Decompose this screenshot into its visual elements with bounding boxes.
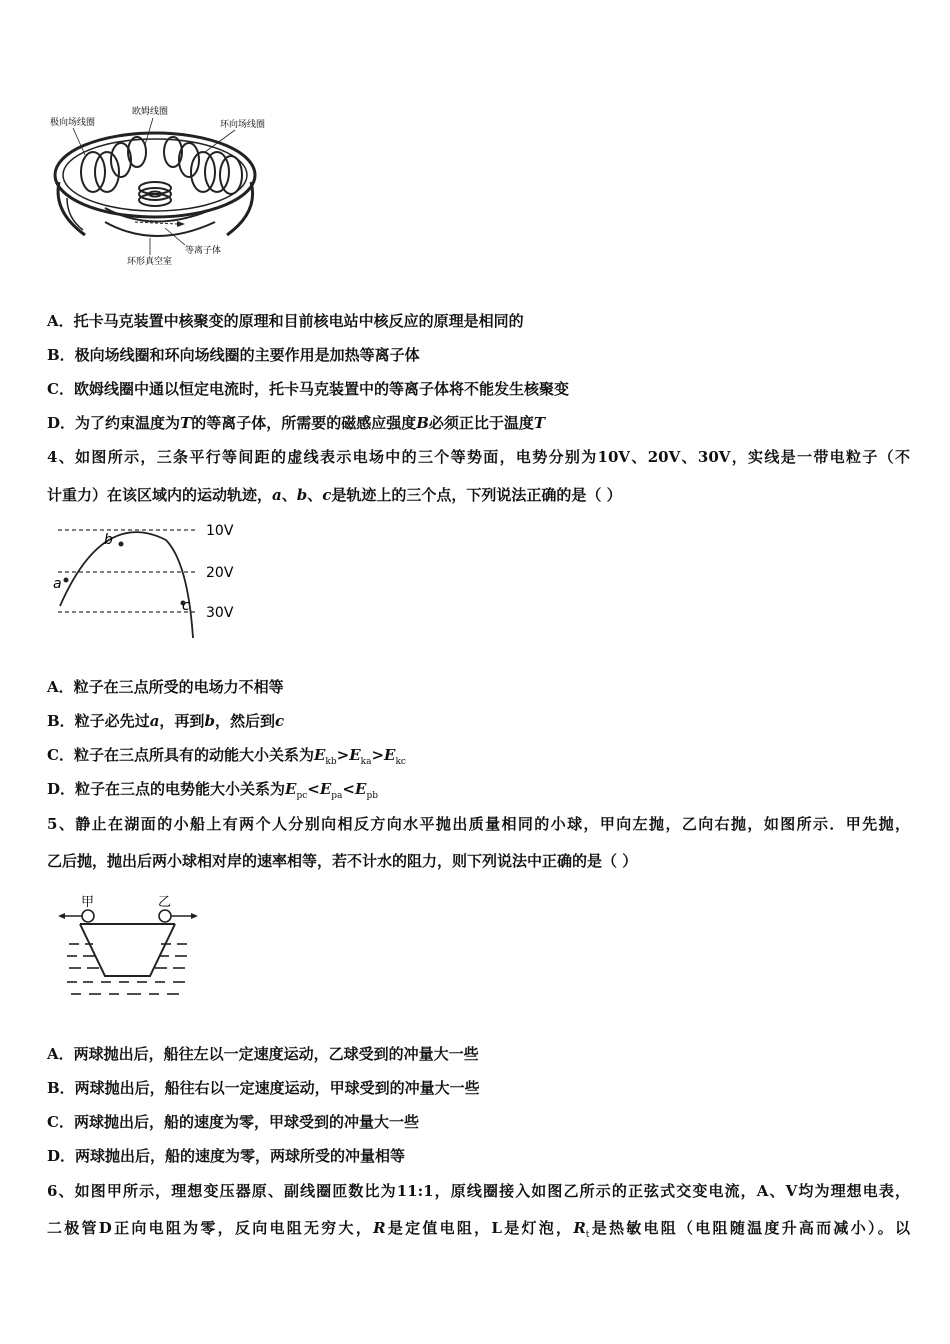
- q5-stem-line1: 5、静止在湖面的小船上有两个人分别向相反方向水平抛出质量相同的小球，甲向左抛，乙向右抛，如图所示．甲先抛，: [47, 815, 910, 833]
- q5-option-d: D．两球抛出后，船的速度为零，两球所受的冲量相等: [47, 1147, 406, 1165]
- label-poloidal-coil: 极向场线圈: [50, 118, 96, 128]
- q4-option-c: C．粒子在三点所具有的动能大小关系为$E_{kb}>E_{ka}>E_{kc}$: [47, 746, 406, 767]
- q4-stem-line1: 4、如图所示，三条平行等间距的虚线表示电场中的三个等势面，电势分别为10V、20V、30V，实线是一带电粒子（不: [47, 448, 910, 466]
- point-b-label: b: [104, 532, 113, 548]
- label-vacuum-chamber: 环形真空室: [127, 257, 173, 267]
- point-c-label: c: [182, 598, 190, 614]
- potential-10v-label: 10V: [206, 523, 234, 539]
- q4-option-a: A．粒子在三点所受的电场力不相等: [47, 678, 284, 696]
- boat-diagram: [55, 888, 215, 1003]
- equipotential-diagram: [48, 518, 248, 648]
- label-ohmic-coil: 欧姆线圈: [132, 107, 169, 117]
- q5-option-a: A．两球抛出后，船往左以一定速度运动，乙球受到的冲量大一些: [47, 1045, 479, 1063]
- tokamak-figure: [45, 100, 285, 270]
- q4-option-b: B．粒子必先过a，再到b，然后到c: [47, 712, 285, 730]
- q6-stem-line1: 6、如图甲所示，理想变压器原、副线圈匝数比为11:1，原线圈接入如图乙所示的正弦式交变电流，A、V均为理想电表，: [47, 1182, 910, 1200]
- label-yi: 乙: [158, 895, 172, 910]
- label-plasma: 等离子体: [185, 246, 222, 256]
- label-toroidal-coil: 环向场线圈: [220, 120, 266, 130]
- potential-20v-label: 20V: [206, 565, 234, 581]
- q5-stem-line2: 乙后抛，抛出后两小球相对岸的速率相等，若不计水的阻力，则下列说法中正确的是（ ）: [47, 852, 638, 870]
- q3-option-a: A．托卡马克装置中核聚变的原理和目前核电站中核反应的原理是相同的: [47, 312, 524, 330]
- potential-30v-label: 30V: [206, 605, 234, 621]
- q6-stem-line2: 二极管D正向电阻为零，反向电阻无穷大，R是定值电阻，L是灯泡，$R_t$是热敏电阻（电阻随温度升高而减小）。以: [47, 1219, 910, 1240]
- q3-option-b: B．极向场线圈和环向场线圈的主要作用是加热等离子体: [47, 346, 420, 364]
- q4-option-d: D．粒子在三点的电势能大小关系为$E_{pc}<E_{pa}<E_{pb}$: [47, 780, 378, 801]
- q5-option-c: C．两球抛出后，船的速度为零，甲球受到的冲量大一些: [47, 1113, 419, 1131]
- boat-figure: [55, 888, 215, 1003]
- label-jia: 甲: [81, 895, 95, 910]
- q3-option-d: D．为了约束温度为T的等离子体，所需要的磁感应强度B必须正比于温度T: [47, 414, 546, 432]
- point-a-label: a: [53, 576, 62, 592]
- q5-option-b: B．两球抛出后，船往右以一定速度运动，甲球受到的冲量大一些: [47, 1079, 480, 1097]
- q3-option-c: C．欧姆线圈中通以恒定电流时，托卡马克装置中的等离子体将不能发生核聚变: [47, 380, 569, 398]
- tokamak-diagram: [45, 100, 285, 270]
- equipotential-figure: [48, 518, 248, 648]
- q4-stem-line2: 计重力）在该区域内的运动轨迹，a、b、c是轨迹上的三个点，下列说法正确的是（ ）: [47, 486, 622, 504]
